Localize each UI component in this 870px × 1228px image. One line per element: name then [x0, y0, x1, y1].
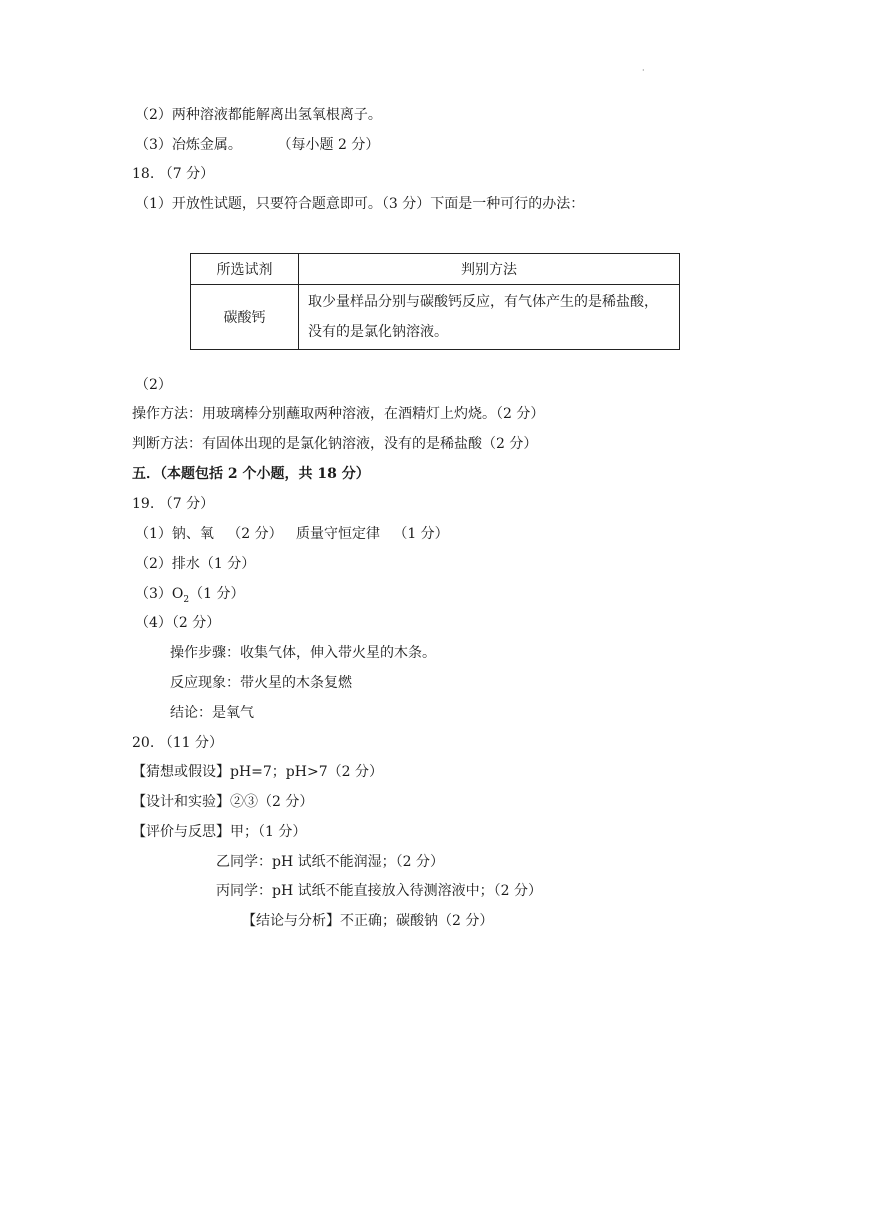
- q19-part3-suffix: （1 分）: [189, 586, 245, 602]
- q19-heading: 19. （7 分）: [132, 496, 215, 512]
- q19-conclusion: 结论：是氧气: [170, 705, 254, 721]
- q20-student-yi: 乙同学：pH 试纸不能润湿；（2 分）: [216, 854, 444, 870]
- q18-part1: （1）开放性试题，只要符合题意即可。（3 分）下面是一种可行的办法：: [135, 196, 585, 212]
- q19-part4: （4）（2 分）: [135, 615, 221, 631]
- header-mark: ·: [642, 66, 645, 75]
- q18-part2: （2）: [135, 377, 172, 393]
- q19-part1: （1）钠、氧 （2 分） 质量守恒定律 （1 分）: [135, 526, 449, 542]
- section-five-heading: 五．（本题包括 2 个小题，共 18 分）: [132, 466, 370, 482]
- table-header-reagent: 所选试剂: [191, 254, 299, 285]
- q18-judgement: 判断方法：有固体出现的是氯化钠溶液，没有的是稀盐酸（2 分）: [132, 436, 538, 452]
- q17-part3: （3）冶炼金属。 （每小题 2 分）: [135, 137, 380, 153]
- q20-evaluation: 【评价与反思】甲；（1 分）: [132, 824, 307, 840]
- q19-part3: [135, 585, 244, 609]
- q19-part3-subscript: 2: [183, 594, 190, 605]
- q19-step: 操作步骤：收集气体，伸入带火星的木条。: [170, 645, 436, 661]
- q20-design: 【设计和实验】②③（2 分）: [132, 794, 314, 810]
- q20-hypothesis: 【猜想或假设】pH=7；pH>7（2 分）: [132, 764, 383, 780]
- q19-part3-prefix: （3）O: [135, 586, 184, 602]
- table-row: [191, 285, 680, 350]
- table-cell-reagent: 碳酸钙: [191, 285, 299, 350]
- table-header-row: [191, 254, 680, 285]
- table-cell-method: 取少量样品分别与碳酸钙反应，有气体产生的是稀盐酸，没有的是氯化钠溶液。: [299, 285, 680, 350]
- q20-heading: 20. （11 分）: [132, 735, 223, 751]
- q17-part2: （2）两种溶液都能解离出氢氧根离子。: [135, 107, 382, 123]
- q19-phenomenon: 反应现象：带火星的木条复燃: [170, 675, 352, 691]
- q18-heading: 18. （7 分）: [132, 166, 215, 182]
- answer-table: [190, 253, 680, 350]
- q20-conclusion: 【结论与分析】不正确；碳酸钠（2 分）: [242, 913, 494, 929]
- table-header-method: 判别方法: [299, 254, 680, 285]
- q18-operation: 操作方法：用玻璃棒分别蘸取两种溶液，在酒精灯上灼烧。（2 分）: [132, 406, 545, 422]
- q19-part2: （2）排水（1 分）: [135, 556, 256, 572]
- q20-student-bing: 丙同学：pH 试纸不能直接放入待测溶液中；（2 分）: [216, 883, 542, 899]
